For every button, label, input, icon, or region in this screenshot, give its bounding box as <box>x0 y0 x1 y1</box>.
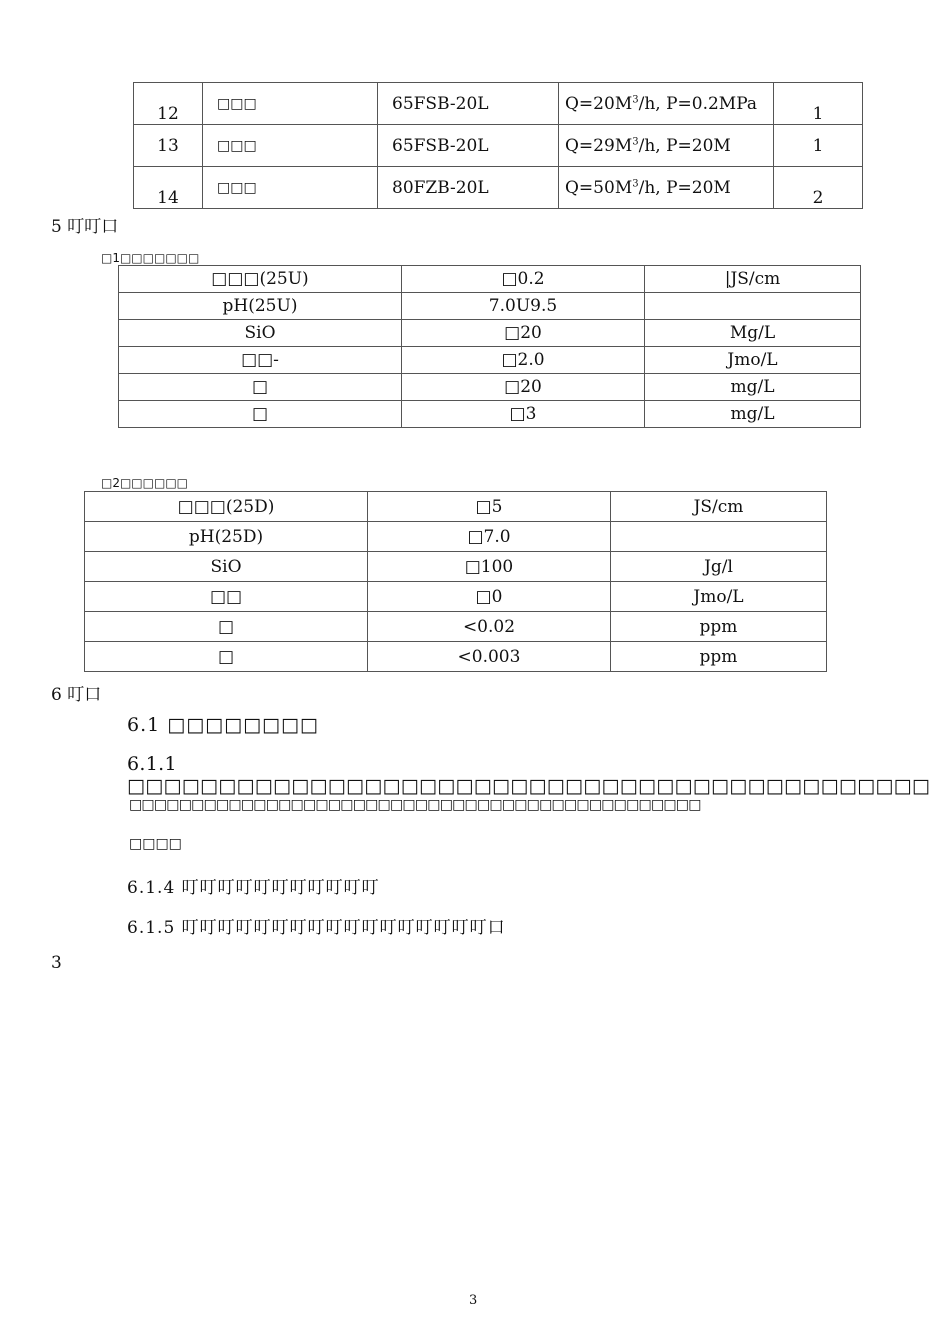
quality-row <box>85 492 827 522</box>
equipment-model: 65FSB-20L <box>378 83 559 125</box>
quality-row <box>119 293 861 320</box>
quality-row <box>119 266 861 293</box>
quality-row <box>85 552 827 582</box>
parameter-value: □0.2 <box>402 266 645 293</box>
table-1-caption: □1□□□□□□□ <box>101 251 200 265</box>
spec-flow: Q=29M <box>565 135 633 156</box>
parameter-unit: mg/L <box>645 374 861 401</box>
parameter-unit: Jmo/L <box>645 347 861 374</box>
parameter-unit: ppm <box>611 642 827 672</box>
parameter-name: □□ <box>85 582 368 612</box>
parameter-name: □ <box>119 401 402 428</box>
parameter-unit: Mg/L <box>645 320 861 347</box>
equipment-quantity: 2 <box>774 167 863 209</box>
paragraph-6-1: 6.1 □□□□□□□□ <box>127 714 319 736</box>
paragraph-6-1-5: 6.1.5 叮叮叮叮叮叮叮叮叮叮叮叮叮叮叮叮叮口 <box>127 918 506 938</box>
parameter-value: <0.003 <box>368 642 611 672</box>
parameter-value: □5 <box>368 492 611 522</box>
row-number: 14 <box>134 167 203 209</box>
parameter-name: □ <box>85 642 368 672</box>
parameter-name: □□□(25U) <box>119 266 402 293</box>
paragraph-6-1-1: 6.1.1 □□□□□□□□□□□□□□□□□□□□□□□□□□□□□□□□□□□□□□□□□□□□ <box>127 753 931 797</box>
equipment-model: 80FZB-20L <box>378 167 559 209</box>
row-number: 13 <box>134 125 203 167</box>
parameter-name: □ <box>85 612 368 642</box>
parameter-name: □□□(25D) <box>85 492 368 522</box>
quality-row <box>119 374 861 401</box>
quality-row <box>119 401 861 428</box>
parameter-name: SiO <box>119 320 402 347</box>
spec-flow: Q=50M <box>565 177 633 198</box>
parameter-name: pH(25D) <box>85 522 368 552</box>
parameter-value: 7.0U9.5 <box>402 293 645 320</box>
parameter-value: □7.0 <box>368 522 611 552</box>
quality-row <box>119 320 861 347</box>
margin-number: 3 <box>51 953 62 973</box>
parameter-value: □20 <box>402 320 645 347</box>
water-quality-table-2 <box>84 491 827 672</box>
parameter-unit: Jmo/L <box>611 582 827 612</box>
equipment-quantity: 1 <box>774 125 863 167</box>
parameter-name: SiO <box>85 552 368 582</box>
parameter-name: □□- <box>119 347 402 374</box>
parameter-value: □2.0 <box>402 347 645 374</box>
quality-row <box>119 347 861 374</box>
equipment-row <box>134 83 863 125</box>
quality-row <box>85 612 827 642</box>
spec-exponent: 3 <box>632 93 639 105</box>
quality-row <box>85 642 827 672</box>
equipment-name: □□□ <box>203 167 378 209</box>
parameter-unit: |JS/cm <box>645 266 861 293</box>
paragraph-6-1-1-continued: □□□□□□□□□□□□□□□□□□□□□□□□□□□□□□□□□□□□□□□□□□□□□□ <box>129 797 701 813</box>
paragraph-6-1-1-end: □□□□ <box>129 836 182 852</box>
parameter-unit: JS/cm <box>611 492 827 522</box>
parameter-value: <0.02 <box>368 612 611 642</box>
parameter-value: □100 <box>368 552 611 582</box>
section-5-heading: 5 叮叮口 <box>51 217 119 237</box>
parameter-unit <box>645 293 861 320</box>
parameter-name: pH(25U) <box>119 293 402 320</box>
parameter-value: □0 <box>368 582 611 612</box>
water-quality-table-1 <box>118 265 861 428</box>
parameter-value: □20 <box>402 374 645 401</box>
table-2-caption: □2□□□□□□ <box>101 476 188 490</box>
equipment-row <box>134 167 863 209</box>
equipment-spec <box>559 83 774 125</box>
page-number: 3 <box>469 1293 478 1308</box>
section-6-heading: 6 叮口 <box>51 685 102 705</box>
parameter-name: □ <box>119 374 402 401</box>
spec-exponent: 3 <box>632 135 639 147</box>
spec-rest: /h, P=0.2MPa <box>638 93 758 114</box>
equipment-name: □□□ <box>203 125 378 167</box>
parameter-value: □3 <box>402 401 645 428</box>
equipment-model: 65FSB-20L <box>378 125 559 167</box>
spec-flow: Q=20M <box>565 93 633 114</box>
equipment-quantity: 1 <box>774 83 863 125</box>
equipment-row <box>134 125 863 167</box>
paragraph-6-1-4: 6.1.4 叮叮叮叮叮叮叮叮叮叮叮 <box>127 878 380 898</box>
row-number: 12 <box>134 83 203 125</box>
spec-exponent: 3 <box>632 177 639 189</box>
parameter-unit: mg/L <box>645 401 861 428</box>
quality-row <box>85 522 827 552</box>
parameter-unit <box>611 522 827 552</box>
parameter-unit: Jg/l <box>611 552 827 582</box>
parameter-unit: ppm <box>611 612 827 642</box>
equipment-spec <box>559 125 774 167</box>
equipment-name: □□□ <box>203 83 378 125</box>
spec-rest: /h, P=20M <box>638 177 731 198</box>
spec-rest: /h, P=20M <box>638 135 731 156</box>
equipment-table <box>133 82 863 209</box>
equipment-spec <box>559 167 774 209</box>
quality-row <box>85 582 827 612</box>
